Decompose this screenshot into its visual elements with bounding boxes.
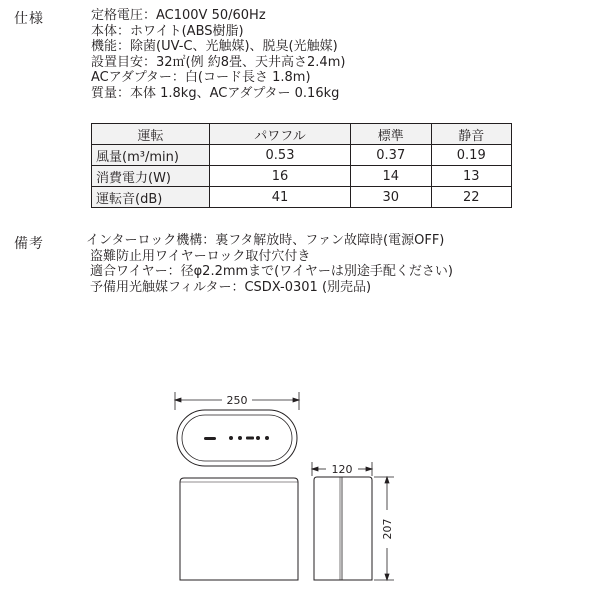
note-filter: 予備用光触媒フィルター：CSDX-0301 (別売品) — [90, 279, 372, 295]
note-wire-spec: 適合ワイヤー：径φ2.2mmまで(ワイヤーは別途手配ください) — [90, 264, 453, 279]
spec-function: 機能：除菌(UV-C、光触媒)、脱臭(光触媒) — [91, 39, 338, 54]
table-cell: 0.37 — [351, 145, 431, 166]
table-cell: 0.19 — [431, 145, 512, 166]
spec-body: 本体：ホワイト(ABS樹脂) — [91, 23, 244, 39]
spec-adapter: ACアダプター：白(コード長さ 1.8m) — [91, 70, 311, 85]
width-label: 250 — [226, 394, 248, 407]
row-label: 風量(m³/min) — [92, 145, 210, 166]
table-cell: 14 — [351, 166, 431, 187]
depth-label: 120 — [331, 463, 353, 476]
table-header: 運転 — [92, 124, 210, 145]
spec-area: 設置目安：32㎡(例 約8畳、天井高さ2.4m) — [91, 54, 346, 70]
table-header: パワフル — [210, 124, 351, 145]
notes-label: 備考 — [14, 236, 44, 252]
table-cell: 13 — [431, 166, 512, 187]
table-header: 標準 — [351, 124, 431, 145]
note-wire-lock: 盗難防止用ワイヤーロック取付穴付き — [90, 248, 311, 264]
spec-label: 仕様 — [14, 11, 44, 27]
top-view — [177, 410, 297, 466]
table-header: 静音 — [431, 124, 512, 145]
row-label: 消費電力(W) — [92, 166, 210, 187]
table-cell: 16 — [210, 166, 351, 187]
side-view — [314, 477, 372, 580]
height-label: 207 — [381, 518, 394, 540]
spec-weight: 質量：本体 1.8kg、ACアダプター 0.16kg — [91, 85, 340, 101]
table-cell: 30 — [351, 187, 431, 208]
row-label: 運転音(dB) — [92, 187, 210, 208]
table-cell: 41 — [210, 187, 351, 208]
table-cell: 0.53 — [210, 145, 351, 166]
note-interlock: インターロック機構：裏フタ解放時、ファン故障時(電源OFF) — [86, 233, 445, 248]
spec-voltage: 定格電圧：AC100V 50/60Hz — [91, 8, 266, 23]
front-view — [180, 478, 298, 580]
table-cell: 22 — [431, 187, 512, 208]
